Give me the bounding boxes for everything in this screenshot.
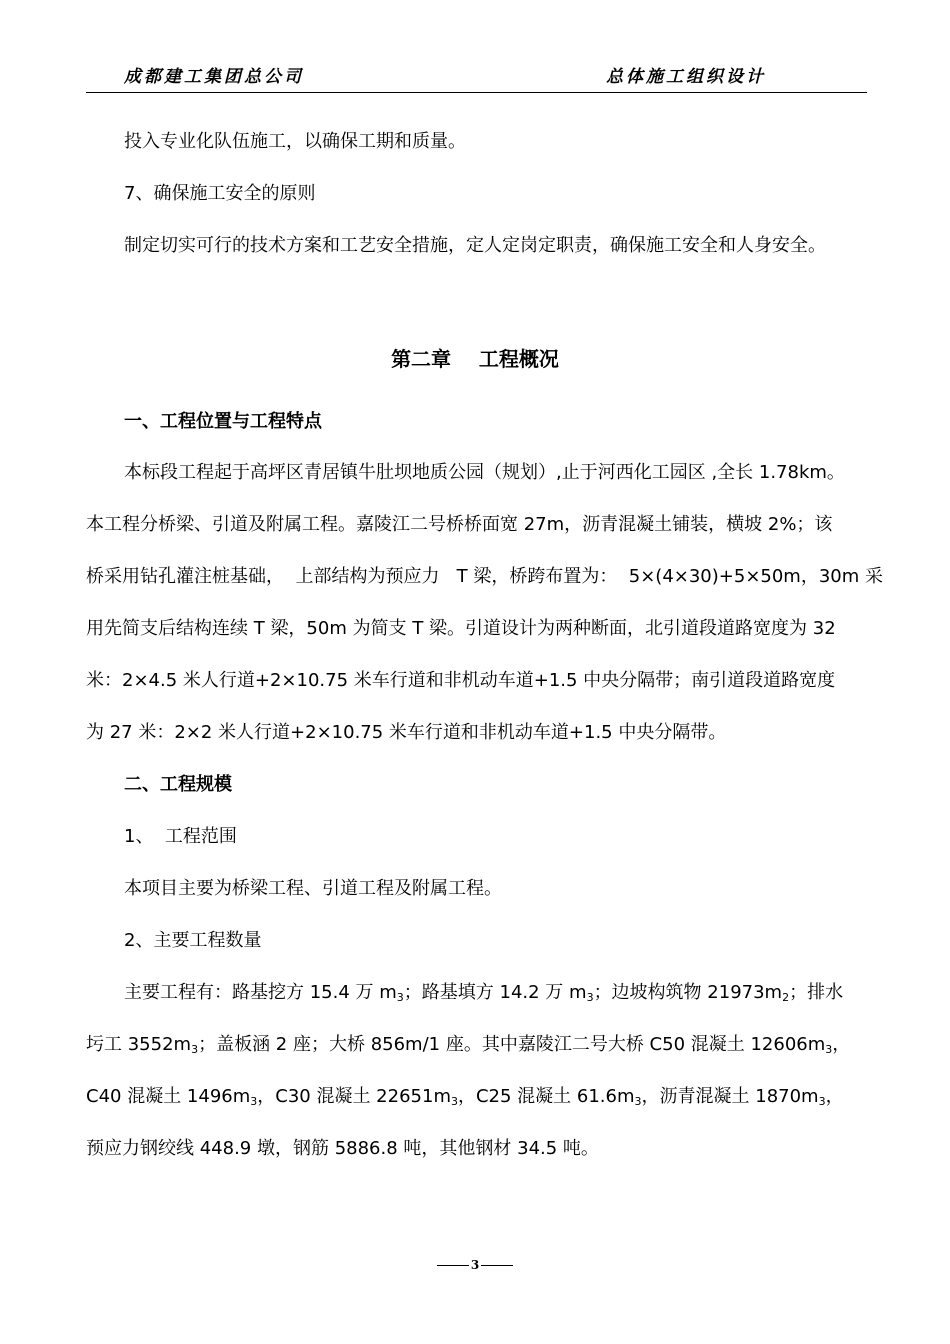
quantities-line: 预应力钢绞线 448.9 墩，钢筋 5886.8 吨，其他钢材 34.5 吨。: [86, 1138, 599, 1159]
paragraph: 2、主要工程数量: [124, 930, 262, 951]
paragraph: 制定切实可行的技术方案和工艺安全措施，定人定岗定职责，确保施工安全和人身安全。: [124, 235, 826, 256]
header-divider: [86, 92, 867, 93]
header-company: 成都建工集团总公司: [124, 67, 304, 87]
header-doc-title: 总体施工组织设计: [606, 67, 766, 87]
paragraph-line: 本工程分桥梁、引道及附属工程。嘉陵江二号桥桥面宽 27m，沥青混凝土铺装，横坡 2%；该: [86, 514, 833, 535]
chapter-number: 第二章: [391, 347, 452, 371]
paragraph-line: 本标段工程起于高坪区青居镇牛肚坝地质公园（规划）,止于河西化工园区 ,全长 1.78km。: [124, 462, 845, 483]
paragraph: 投入专业化队伍施工，以确保工期和质量。: [124, 131, 466, 152]
footer-dash-right: [481, 1265, 513, 1266]
section-heading: 一、工程位置与工程特点: [124, 411, 322, 432]
chapter-title: 工程概况: [478, 347, 559, 371]
page-number: 3: [470, 1258, 480, 1272]
paragraph: 1、 工程范围: [124, 826, 237, 847]
quantities-line: 圬工 $3552m_3$；盖板涵 2 座；大桥 856m/1 座。其中嘉陵江二号大桥 C50 混凝土 $12606m_3$，: [86, 1034, 851, 1056]
paragraph: 7、确保施工安全的原则: [124, 183, 316, 204]
paragraph-line: 用先简支后结构连续 T 梁，50m 为简支 T 梁。引道设计为两种断面，北引道段道路宽度为 32: [86, 618, 836, 639]
paragraph: 本项目主要为桥梁工程、引道工程及附属工程。: [124, 878, 502, 899]
section-heading: 二、工程规模: [124, 774, 232, 795]
footer-dash-left: [437, 1265, 469, 1266]
paragraph-line: 米：2×4.5 米人行道+2×10.75 米车行道和非机动车道+1.5 中央分隔带；南引道段道路宽度: [86, 670, 836, 691]
paragraph-line: 为 27 米：2×2 米人行道+2×10.75 米车行道和非机动车道+1.5 中央分隔带。: [86, 722, 727, 743]
quantities-line: 主要工程有：路基挖方 15.4 万 $m_3$；路基填方 14.2 万 $m_3$；边坡构筑物 $21973m_2$；排水: [124, 982, 844, 1004]
chapter-heading: [0, 343, 950, 372]
paragraph-line: 桥采用钻孔灌注桩基础， 上部结构为预应力 T 梁，桥跨布置为： 5×(4×30)+5×50m，30m 采: [86, 566, 883, 587]
quantities-line: C40 混凝土 $1496m_3$，C30 混凝土 $22651m_3$，C25 混凝土 $61.6m_3$，沥青混凝土 $1870m_3$，: [86, 1086, 844, 1108]
page-footer: [0, 1258, 950, 1272]
